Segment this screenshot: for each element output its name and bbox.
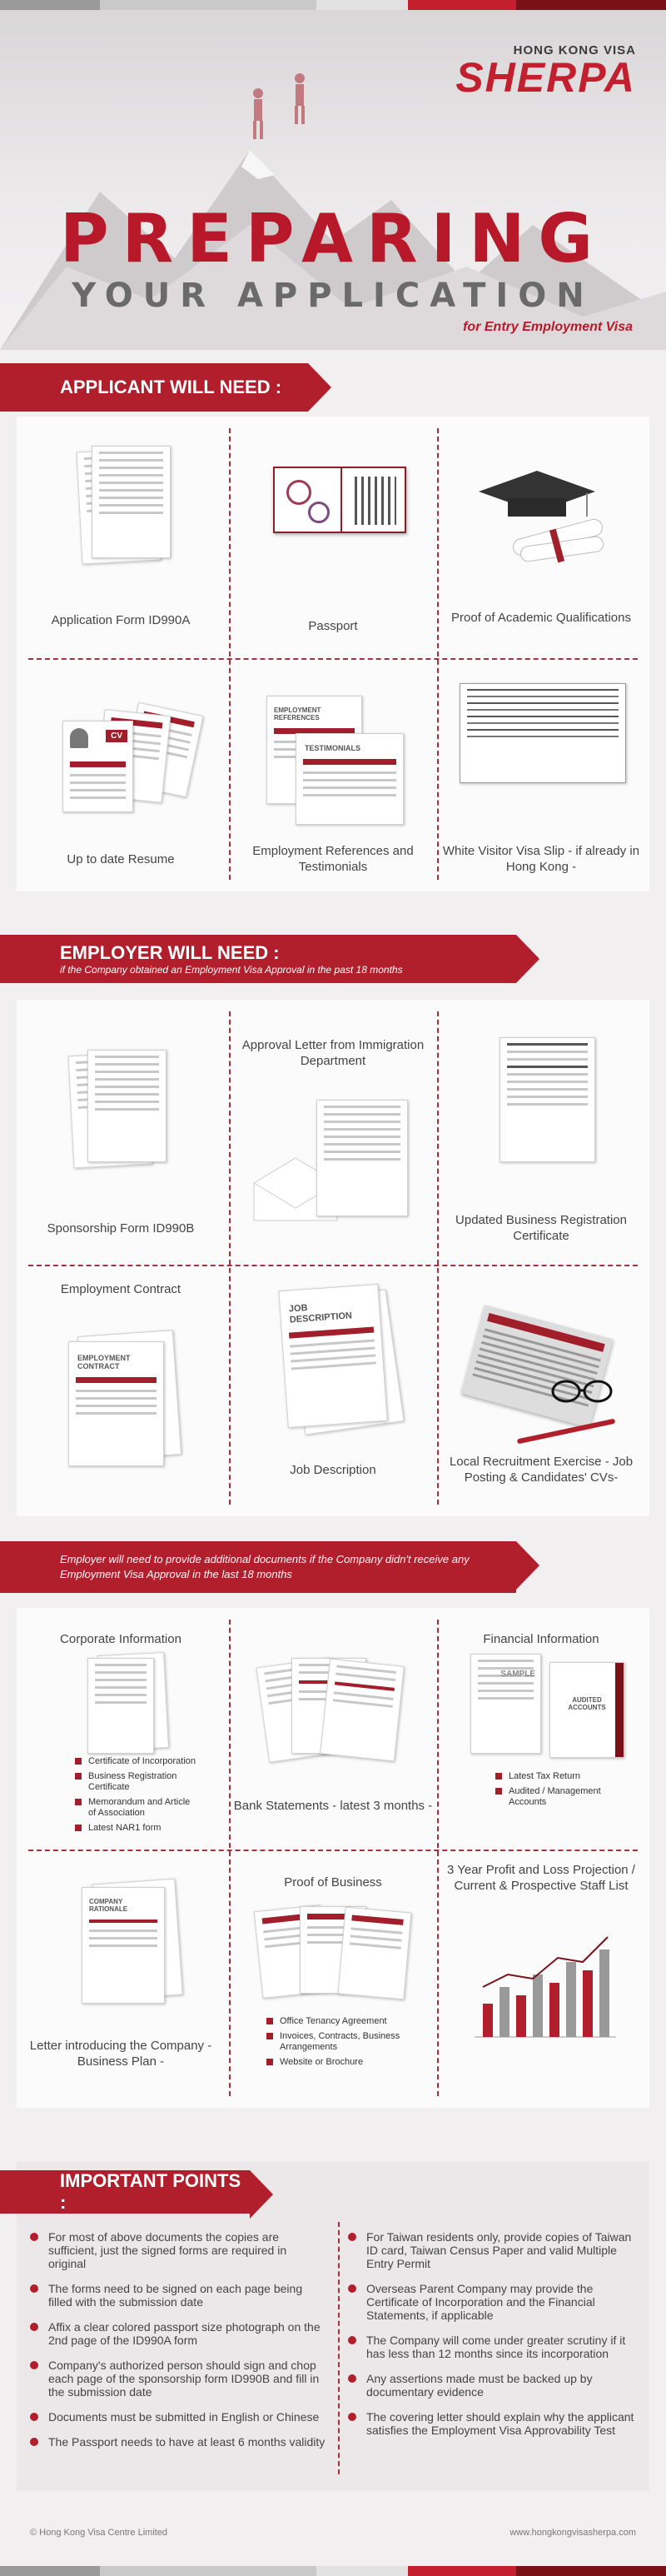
important-banner (0, 2170, 250, 2214)
divider (229, 1620, 231, 2096)
page-title: PREPARING (59, 200, 607, 277)
approval-letter-icon (316, 1100, 408, 1216)
important-point: Affix a clear colored passport size photograph on the 2nd page of the ID990A form (30, 2320, 326, 2347)
important-points-left (30, 2230, 326, 2460)
audited-doc-title: AUDITED ACCOUNTS (568, 1696, 606, 1711)
corporate-document-icon (87, 1658, 154, 1754)
item-label: Approval Letter from Immigration Department (241, 1038, 425, 1068)
employer-heading: EMPLOYER WILL NEED : (60, 942, 280, 963)
business-bullets (266, 2016, 433, 2072)
item-label: Updated Business Registration Certificate (455, 1213, 627, 1243)
applicant-banner (0, 363, 308, 412)
job-doc-title: JOB DESCRIPTION (288, 1302, 353, 1325)
bullet-item: Audited / Management Accounts (495, 1786, 620, 1808)
bullet-item: Website or Brochure (266, 2057, 433, 2068)
business-document-icon (338, 1907, 412, 2000)
corporate-bullets (75, 1756, 200, 1838)
important-point: The Passport needs to have at least 6 months validity (30, 2435, 326, 2449)
item-label: Employment References and Testimonials (252, 844, 414, 874)
bullet-item: Memorandum and Article of Association (75, 1797, 200, 1819)
divider (229, 428, 231, 880)
page-subtitle: for Entry Employment Visa (463, 320, 633, 334)
item-label: 3 Year Profit and Loss Projection / Current & Prospective Staff List (447, 1863, 635, 1893)
business-plan-icon (82, 1887, 165, 2004)
important-points-right (348, 2230, 644, 2449)
graduation-cap-icon (470, 467, 612, 567)
additional-heading: Employer will need to provide additional documents if the Company didn't receive any Employment Visa Approval in the last 18 months (60, 1553, 470, 1580)
item-label: Job Description (290, 1463, 376, 1477)
sample-watermark: SAMPLE (500, 1670, 535, 1679)
important-point: Company's authorized person should sign and chop each page of the sponsorship form ID990B and fill in the submission date (30, 2359, 326, 2399)
item-label: Employment Contract (60, 1282, 181, 1296)
important-point: The covering letter should explain why the applicant satisfies the Employment Visa Approvability Test (348, 2410, 644, 2437)
references-doc-title: EMPLOYMENT REFERENCES (274, 706, 321, 721)
employer-panel (17, 1000, 649, 1516)
bullet-item: Certificate of Incorporation (75, 1756, 200, 1767)
bullet-item: Invoices, Contracts, Business Arrangements (266, 2031, 433, 2053)
applicant-panel (17, 417, 649, 891)
cv-tag: CV (106, 730, 127, 742)
section-title: Proof of Business (284, 1875, 382, 1890)
glasses-icon (549, 1370, 616, 1412)
brand-logo (455, 43, 636, 101)
item-label: Local Recruitment Exercise - Job Posting & Candidates' CVs- (449, 1455, 634, 1485)
important-point: The Company will come under greater scrutiny if it has less than 12 months since its incorporation (348, 2334, 644, 2360)
employer-banner (0, 935, 516, 983)
section-title: Financial Information (483, 1632, 599, 1646)
bar-chart-icon (470, 1929, 620, 2045)
passport-icon (273, 467, 406, 533)
item-label: White Visitor Visa Slip - if already in Hong Kong - (442, 844, 640, 874)
item-label: Sponsorship Form ID990B (47, 1221, 195, 1236)
contract-doc-title: EMPLOYMENT CONTRACT (77, 1354, 131, 1370)
financial-bullets (495, 1771, 620, 1812)
form-document-icon (92, 446, 171, 558)
important-point: Any assertions made must be backed up by documentary evidence (348, 2372, 644, 2399)
bullet-item: Latest Tax Return (495, 1771, 620, 1782)
divider (437, 1011, 439, 1505)
brand-small-text: HONG KONG VISA (513, 43, 636, 57)
important-point: Overseas Parent Company may provide the Certificate of Incorporation and the Financial Statements, if applicable (348, 2282, 644, 2322)
br-certificate-icon (500, 1037, 595, 1162)
testimonials-document-icon (296, 733, 404, 825)
item-label: Application Form ID990A (51, 613, 191, 627)
hero-header (0, 10, 666, 350)
cv-document-icon (62, 721, 133, 812)
item-label: Letter introducing the Company - Business Plan - (29, 2039, 212, 2069)
job-description-icon (278, 1284, 387, 1428)
website-link[interactable]: www.hongkongvisasherpa.com (509, 2528, 636, 2538)
divider (338, 2222, 340, 2474)
item-label: Proof of Academic Qualifications (451, 611, 631, 625)
pen-icon (517, 1419, 616, 1445)
bottom-color-stripe (0, 2566, 666, 2576)
important-point: For most of above documents the copies are sufficient, just the signed forms are required in original (30, 2230, 326, 2270)
section-title: Corporate Information (60, 1632, 181, 1646)
testimonials-doc-title: TESTIMONIALS (305, 744, 360, 752)
divider (229, 1011, 231, 1505)
divider (28, 658, 638, 660)
item-label: Up to date Resume (67, 852, 175, 866)
important-point: For Taiwan residents only, provide copies of Taiwan ID card, Taiwan Census Paper and valid Multiple Entry Permit (348, 2230, 644, 2270)
additional-panel (17, 1608, 649, 2108)
important-point: The forms need to be signed on each page being filled with the submission date (30, 2282, 326, 2309)
item-label: Bank Statements - latest 3 months - (233, 1799, 433, 1813)
important-heading: IMPORTANT POINTS : (60, 2170, 241, 2213)
bullet-item: Latest NAR1 form (75, 1823, 200, 1834)
contract-document-icon (68, 1341, 164, 1466)
divider (437, 1620, 439, 2096)
page-title-line-2: YOUR APPLICATION (72, 277, 594, 315)
form-document-icon (87, 1050, 166, 1162)
climbers-illustration (233, 60, 341, 160)
tax-return-icon (470, 1654, 541, 1754)
audited-accounts-icon (549, 1662, 624, 1758)
additional-banner (0, 1541, 516, 1593)
applicant-heading: APPLICANT WILL NEED : (60, 377, 282, 397)
bullet-item: Office Tenancy Agreement (266, 2016, 433, 2027)
visa-slip-icon (460, 683, 626, 783)
divider (437, 428, 439, 880)
important-point: Documents must be submitted in English or Chinese (30, 2410, 326, 2424)
brand-big-text: SHERPA (455, 54, 636, 101)
copyright: © Hong Kong Visa Centre Limited (30, 2528, 168, 2538)
item-label: Passport (308, 619, 358, 633)
rationale-doc-title: COMPANY RATIONALE (89, 1898, 128, 1913)
top-color-stripe (0, 0, 666, 10)
employer-subheading: if the Company obtained an Employment Visa Approval in the past 18 months (60, 964, 403, 976)
divider (28, 1850, 638, 1851)
bullet-item: Business Registration Certificate (75, 1771, 200, 1793)
bank-statement-icon (320, 1659, 405, 1762)
divider (28, 1265, 638, 1266)
